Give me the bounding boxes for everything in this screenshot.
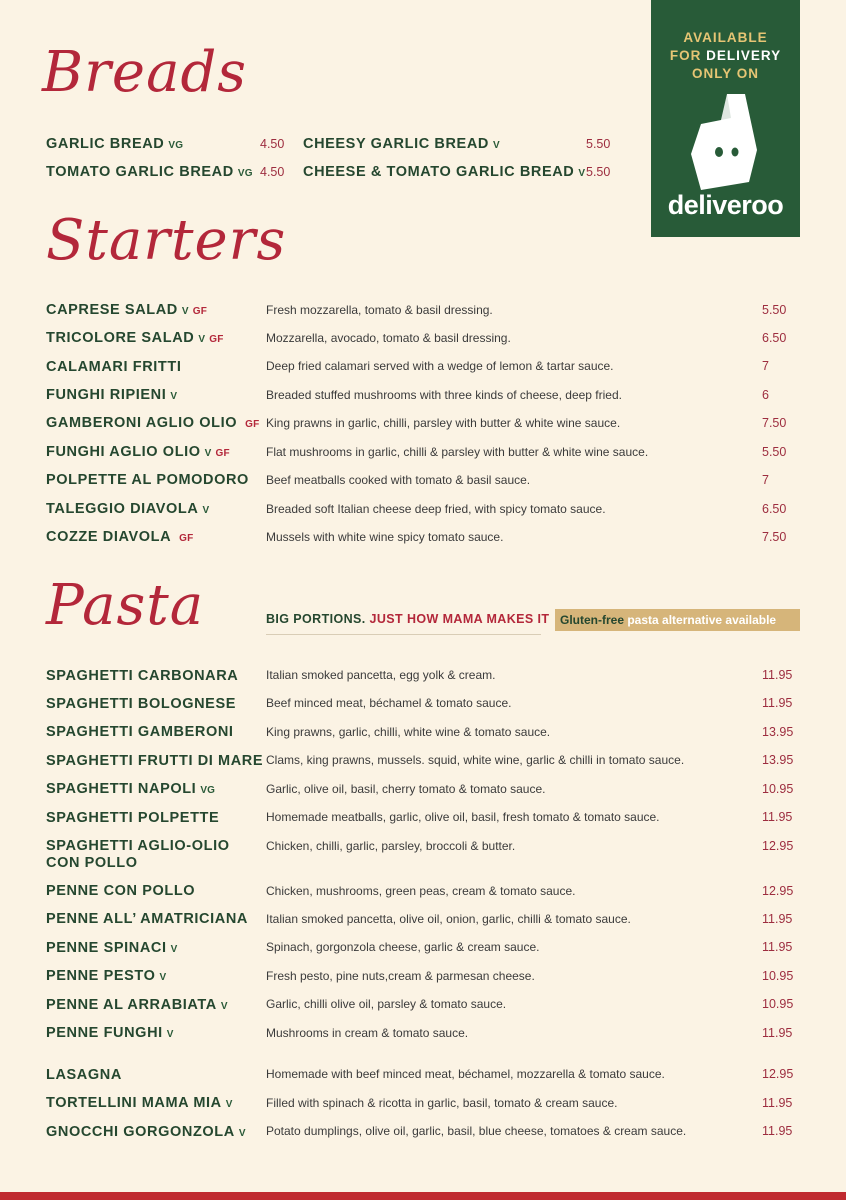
- pasta-item-name: PENNE ALL’ AMATRICIANA: [46, 911, 248, 927]
- pasta-item-price: 13.95: [762, 725, 794, 739]
- deliveroo-delivery-badge[interactable]: [651, 0, 800, 237]
- delivery-line-1: AVAILABLE: [683, 30, 768, 45]
- bread-item-name: CHEESE & TOMATO GARLIC BREAD V: [303, 164, 586, 180]
- bread-item-name: GARLIC BREAD VG: [46, 136, 184, 152]
- starter-item-price: 7: [762, 473, 769, 487]
- pasta-item-price: 11.95: [762, 1096, 793, 1110]
- bread-item-price: 4.50: [260, 165, 285, 179]
- starter-item-desc: Breaded soft Italian cheese deep fried, with spicy tomato sauce.: [266, 502, 606, 516]
- pasta-item-price: 10.95: [762, 782, 794, 796]
- section-title-pasta: Pasta: [46, 573, 205, 638]
- pasta-item-name: PENNE AL ARRABIATA V: [46, 997, 228, 1013]
- starter-item-desc: Beef meatballs cooked with tomato & basil sauce.: [266, 473, 531, 487]
- pasta-item-desc: Homemade with beef minced meat, béchamel, mozzarella & tomato sauce.: [266, 1067, 665, 1081]
- pasta-item-desc: Italian smoked pancetta, olive oil, onion, garlic, chilli & tomato sauce.: [266, 912, 631, 926]
- pasta-item-desc: Chicken, chilli, garlic, parsley, broccoli & butter.: [266, 839, 516, 853]
- starter-item-name: CAPRESE SALAD V GF: [46, 302, 208, 318]
- pasta-item-desc: Filled with spinach & ricotta in garlic, basil, tomato & cream sauce.: [266, 1096, 618, 1110]
- pasta-item-price: 10.95: [762, 969, 794, 983]
- pasta-item-desc: Beef minced meat, béchamel & tomato sauce.: [266, 696, 512, 710]
- pasta-item-price: 11.95: [762, 668, 793, 682]
- tagline-divider: [266, 634, 541, 635]
- starter-item-name: TALEGGIO DIAVOLA V: [46, 501, 210, 517]
- starter-item-desc: Mozzarella, avocado, tomato & basil dressing.: [266, 331, 511, 345]
- pasta-item-name: TORTELLINI MAMA MIA V: [46, 1095, 233, 1111]
- pasta-item-name: SPAGHETTI BOLOGNESE: [46, 696, 236, 712]
- pasta-item-name: PENNE CON POLLO: [46, 883, 196, 899]
- starter-item-price: 7.50: [762, 530, 787, 544]
- pasta-item-name: LASAGNA: [46, 1067, 122, 1083]
- pasta-item-price: 11.95: [762, 1026, 793, 1040]
- pasta-item-name: PENNE PESTO V: [46, 968, 167, 984]
- starter-item-desc: Breaded stuffed mushrooms with three kinds of cheese, deep fried.: [266, 388, 622, 402]
- pasta-item-desc: Chicken, mushrooms, green peas, cream & tomato sauce.: [266, 884, 576, 898]
- bottom-accent-bar: [0, 1192, 846, 1200]
- pasta-item-price: 12.95: [762, 839, 794, 853]
- pasta-item-desc: Potato dumplings, olive oil, garlic, basil, blue cheese, tomatoes & cream sauce.: [266, 1124, 687, 1138]
- pasta-item-desc: Italian smoked pancetta, egg yolk & cream.: [266, 668, 496, 682]
- delivery-line-3: ONLY ON: [691, 66, 760, 81]
- starter-item-desc: Fresh mozzarella, tomato & basil dressing.: [266, 303, 493, 317]
- section-title-starters: Starters: [46, 208, 287, 273]
- pasta-item-price: 11.95: [762, 940, 793, 954]
- bread-item-name: TOMATO GARLIC BREAD VG: [46, 164, 253, 180]
- pasta-portions-tagline: BIG PORTIONS. JUST HOW MAMA MAKES IT: [266, 612, 550, 626]
- bread-item-price: 5.50: [586, 137, 611, 151]
- starter-item-desc: Deep fried calamari served with a wedge of lemon & tartar sauce.: [266, 359, 614, 373]
- starter-item-desc: King prawns in garlic, chilli, parsley with butter & white wine sauce.: [266, 416, 621, 430]
- starter-item-price: 6: [762, 388, 769, 402]
- starter-item-price: 7.50: [762, 416, 787, 430]
- gluten-free-badge: Gluten-free pasta alternative available: [555, 609, 800, 631]
- bread-item-price: 5.50: [586, 165, 611, 179]
- starter-item-name: POLPETTE AL POMODORO: [46, 472, 249, 488]
- pasta-item-desc: Garlic, olive oil, basil, cherry tomato & tomato sauce.: [266, 782, 546, 796]
- pasta-item-name: SPAGHETTI NAPOLI VG: [46, 781, 216, 797]
- pasta-item-price: 12.95: [762, 1067, 794, 1081]
- starter-item-price: 5.50: [762, 445, 787, 459]
- bread-item-price: 4.50: [260, 137, 285, 151]
- pasta-item-desc: King prawns, garlic, chilli, white wine & tomato sauce.: [266, 725, 551, 739]
- starter-item-name: FUNGHI AGLIO OLIO V GF: [46, 444, 230, 460]
- starter-item-price: 5.50: [762, 303, 787, 317]
- starter-item-price: 6.50: [762, 502, 787, 516]
- pasta-item-name: SPAGHETTI POLPETTE: [46, 810, 220, 826]
- starter-item-name: CALAMARI FRITTI: [46, 359, 182, 375]
- bread-item-name: CHEESY GARLIC BREAD V: [303, 136, 500, 152]
- starter-item-name: FUNGHI RIPIENI V: [46, 387, 178, 403]
- pasta-item-name: SPAGHETTI GAMBERONI: [46, 724, 234, 740]
- pasta-item-name: GNOCCHI GORGONZOLA V: [46, 1124, 246, 1140]
- section-title-breads: Breads: [42, 40, 248, 105]
- pasta-item-name: PENNE SPINACI V: [46, 940, 178, 956]
- pasta-item-desc: Mushrooms in cream & tomato sauce.: [266, 1026, 469, 1040]
- starter-item-desc: Mussels with white wine spicy tomato sauce.: [266, 530, 504, 544]
- pasta-item-price: 11.95: [762, 912, 793, 926]
- pasta-item-desc: Clams, king prawns, mussels. squid, white wine, garlic & chilli in tomato sauce.: [266, 753, 685, 767]
- pasta-item-price: 12.95: [762, 884, 794, 898]
- starter-item-name: TRICOLORE SALAD V GF: [46, 330, 224, 346]
- pasta-item-price: 10.95: [762, 997, 794, 1011]
- pasta-item-name: SPAGHETTI AGLIO-OLIO: [46, 838, 230, 854]
- deliveroo-wordmark: deliveroo: [667, 190, 784, 220]
- pasta-item-price: 11.95: [762, 810, 793, 824]
- pasta-item-price: 11.95: [762, 1124, 793, 1138]
- starter-item-name: COZZE DIAVOLA GF: [46, 529, 194, 545]
- pasta-item-name-line2: CON POLLO: [46, 855, 138, 871]
- deliveroo-kangaroo-icon: [687, 94, 765, 190]
- pasta-item-desc: Garlic, chilli olive oil, parsley & tomato sauce.: [266, 997, 507, 1011]
- starter-item-price: 7: [762, 359, 769, 373]
- pasta-item-desc: Fresh pesto, pine nuts,cream & parmesan cheese.: [266, 969, 535, 983]
- pasta-item-name: PENNE FUNGHI V: [46, 1025, 174, 1041]
- pasta-item-desc: Homemade meatballs, garlic, olive oil, basil, fresh tomato & tomato sauce.: [266, 810, 660, 824]
- delivery-line-2: FOR DELIVERY: [669, 48, 782, 63]
- pasta-item-desc: Spinach, gorgonzola cheese, garlic & cream sauce.: [266, 940, 540, 954]
- pasta-item-name: SPAGHETTI FRUTTI DI MARE: [46, 753, 264, 769]
- starter-item-name: GAMBERONI AGLIO OLIO GF: [46, 415, 260, 431]
- starter-item-price: 6.50: [762, 331, 787, 345]
- starter-item-desc: Flat mushrooms in garlic, chilli & parsley with butter & white wine sauce.: [266, 445, 649, 459]
- pasta-item-price: 11.95: [762, 696, 793, 710]
- pasta-item-price: 13.95: [762, 753, 794, 767]
- pasta-item-name: SPAGHETTI CARBONARA: [46, 668, 239, 684]
